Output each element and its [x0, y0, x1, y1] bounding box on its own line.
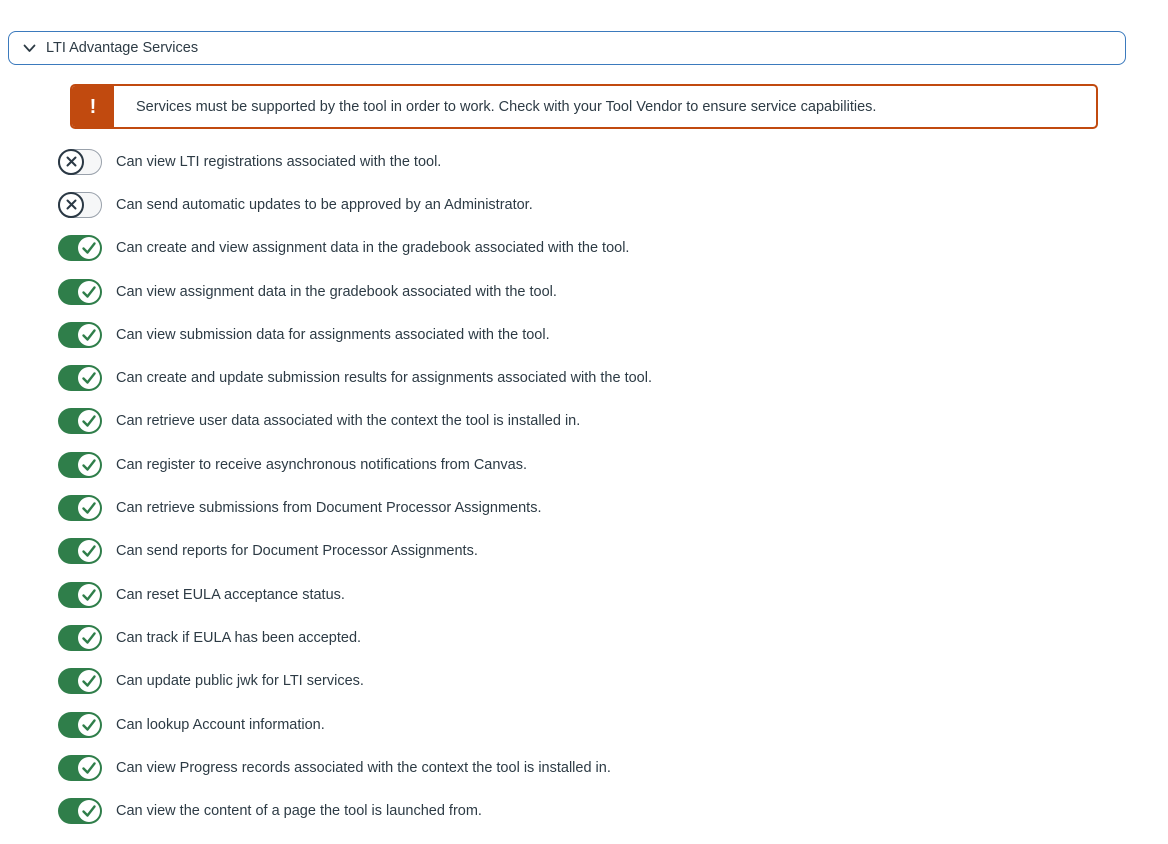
check-icon: [81, 241, 97, 255]
toggle-knob: [78, 237, 100, 259]
check-icon: [81, 544, 97, 558]
service-row: [0, 703, 1168, 746]
service-row: [0, 270, 1168, 313]
service-row: [0, 486, 1168, 529]
service-label: Can view LTI registrations associated with the tool.: [116, 153, 442, 170]
service-row: [0, 140, 1168, 183]
service-row: [0, 443, 1168, 486]
service-label: Can create and update submission results for assignments associated with the tool.: [116, 370, 652, 387]
service-label: Can view Progress records associated with the context the tool is installed in.: [116, 759, 611, 776]
service-toggle[interactable]: [58, 235, 102, 261]
service-row: [0, 227, 1168, 270]
toggle-knob: [78, 324, 100, 346]
service-label: Can view submission data for assignments associated with the tool.: [116, 326, 550, 343]
service-toggle[interactable]: [58, 798, 102, 824]
toggle-knob: [58, 149, 84, 175]
service-label: Can send reports for Document Processor Assignments.: [116, 543, 478, 560]
service-toggle[interactable]: [58, 192, 102, 218]
check-icon: [81, 458, 97, 472]
service-row: [0, 530, 1168, 573]
toggle-knob: [78, 540, 100, 562]
service-row: [0, 313, 1168, 356]
service-toggle[interactable]: [58, 582, 102, 608]
service-label: Can retrieve submissions from Document Processor Assignments.: [116, 500, 542, 517]
services-list: [0, 140, 1168, 833]
service-toggle[interactable]: [58, 279, 102, 305]
toggle-knob: [78, 584, 100, 606]
lti-advantage-services-section-toggle[interactable]: [8, 31, 1126, 65]
service-toggle[interactable]: [58, 452, 102, 478]
toggle-knob: [58, 192, 84, 218]
service-row: [0, 356, 1168, 399]
service-toggle[interactable]: [58, 712, 102, 738]
service-row: [0, 660, 1168, 703]
service-toggle[interactable]: [58, 538, 102, 564]
service-label: Can update public jwk for LTI services.: [116, 673, 364, 690]
check-icon: [81, 761, 97, 775]
check-icon: [81, 631, 97, 645]
check-icon: [81, 285, 97, 299]
service-toggle[interactable]: [58, 408, 102, 434]
check-icon: [81, 501, 97, 515]
toggle-knob: [78, 757, 100, 779]
x-icon: [66, 199, 77, 210]
service-label: Can create and view assignment data in the gradebook associated with the tool.: [116, 240, 630, 257]
toggle-knob: [78, 800, 100, 822]
service-toggle[interactable]: [58, 149, 102, 175]
service-toggle[interactable]: [58, 495, 102, 521]
service-toggle[interactable]: [58, 322, 102, 348]
check-icon: [81, 328, 97, 342]
service-label: Can view assignment data in the gradebook associated with the tool.: [116, 283, 557, 300]
service-row: [0, 789, 1168, 832]
service-row: [0, 616, 1168, 659]
toggle-knob: [78, 497, 100, 519]
section-title: LTI Advantage Services: [46, 40, 199, 56]
toggle-knob: [78, 714, 100, 736]
service-row: [0, 183, 1168, 226]
x-icon: [66, 156, 77, 167]
check-icon: [81, 718, 97, 732]
service-label: Can lookup Account information.: [116, 716, 325, 733]
service-label: Can reset EULA acceptance status.: [116, 586, 345, 603]
service-warning-alert: [70, 84, 1098, 129]
chevron-down-icon: [23, 44, 36, 53]
toggle-knob: [78, 410, 100, 432]
service-row: [0, 573, 1168, 616]
service-label: Can register to receive asynchronous notifications from Canvas.: [116, 456, 528, 473]
toggle-knob: [78, 367, 100, 389]
service-label: Can view the content of a page the tool is launched from.: [116, 803, 482, 820]
toggle-knob: [78, 454, 100, 476]
check-icon: [81, 371, 97, 385]
check-icon: [81, 588, 97, 602]
service-label: Can retrieve user data associated with the context the tool is installed in.: [116, 413, 581, 430]
warning-icon: !: [72, 86, 114, 127]
service-toggle[interactable]: [58, 755, 102, 781]
service-toggle[interactable]: [58, 668, 102, 694]
service-toggle[interactable]: [58, 365, 102, 391]
service-row: [0, 746, 1168, 789]
check-icon: [81, 804, 97, 818]
service-label: Can track if EULA has been accepted.: [116, 629, 362, 646]
toggle-knob: [78, 670, 100, 692]
service-label: Can send automatic updates to be approved by an Administrator.: [116, 196, 533, 213]
warning-text: Services must be supported by the tool in order to work. Check with your Tool Vendor to ensure service capabilities.: [136, 98, 877, 115]
service-toggle[interactable]: [58, 625, 102, 651]
toggle-knob: [78, 281, 100, 303]
service-row: [0, 400, 1168, 443]
toggle-knob: [78, 627, 100, 649]
check-icon: [81, 414, 97, 428]
check-icon: [81, 674, 97, 688]
